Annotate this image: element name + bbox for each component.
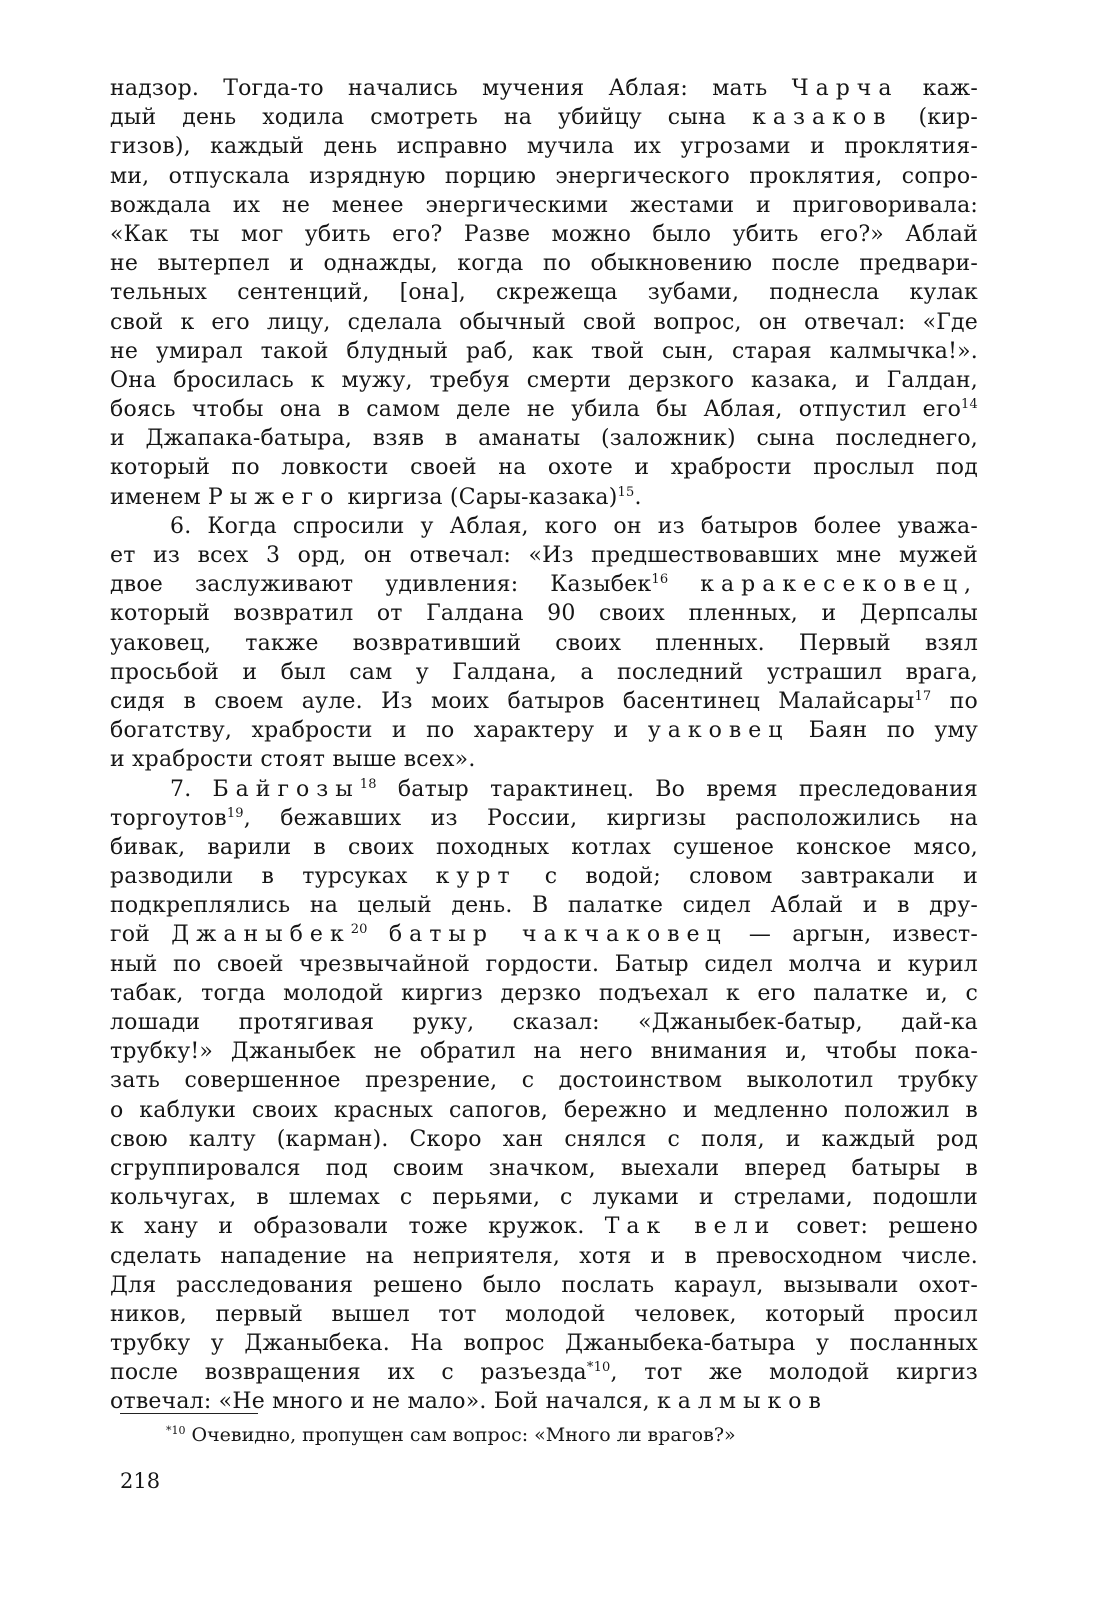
footnote-ref: 15	[617, 484, 635, 500]
text-run: лошади протягивая руку, сказал: «Джаныбек-батыр, дай-ка	[110, 1010, 978, 1035]
text-run: .	[634, 484, 642, 510]
text-line	[110, 424, 978, 453]
text-line	[110, 833, 978, 862]
text-run: просьбой и был сам у Галдана, а последний устрашил врага,	[110, 659, 978, 685]
text-line	[110, 862, 978, 891]
text-run: Она бросилась к мужу, требуя смерти дерзкого казака, и Галдан,	[110, 367, 978, 393]
text-run: батыр тарактинец. Во время преследования	[376, 776, 978, 802]
text-line	[110, 220, 978, 249]
text-run: отвечал: «Не много и не мало». Бой начался,	[110, 1389, 658, 1415]
text-run: , бежавших из России, киргизы расположились на	[243, 805, 978, 831]
text-run: бивак, варили в своих походных котлах сушеное конское мясо,	[110, 834, 978, 860]
body-text	[110, 74, 978, 1417]
text-run: не умирал такой блудный раб, как твой сын, старая калмычка!».	[110, 338, 978, 364]
text-run: тельных сентенций, [она], скрежеща зубами, поднесла кулак	[110, 280, 978, 306]
page-number: 218	[120, 1469, 161, 1493]
text-run: (кир-	[892, 105, 978, 131]
text-line	[110, 366, 978, 395]
footnote-ref: 18	[359, 776, 377, 792]
footnote-rule	[120, 1413, 258, 1414]
footnote-ref: 14	[961, 397, 978, 413]
spaced-emphasis: Джаныбек	[171, 922, 351, 948]
text-run: свою калту (карман). Скоро хан снялся с поля, и каждый род	[110, 1126, 978, 1152]
text-run: Баян по уму	[789, 718, 978, 744]
text-line	[110, 453, 978, 482]
footnote-ref: 16	[651, 572, 669, 588]
text-line	[110, 629, 978, 658]
text-line	[110, 1358, 978, 1387]
text-line	[110, 1329, 978, 1358]
text-run: после возвращения их с разъезда	[110, 1360, 587, 1386]
text-line	[110, 162, 978, 191]
text-line	[110, 950, 978, 979]
text-line	[110, 132, 978, 161]
text-line	[110, 1271, 978, 1300]
text-line	[110, 103, 978, 132]
text-line	[110, 687, 978, 716]
text-run: уаковец, также возвративший своих пленных. Первый взял	[110, 630, 978, 656]
text-run: дый день ходила смотреть на убийцу сына	[110, 105, 753, 131]
text-line	[110, 278, 978, 307]
spaced-emphasis: казаков	[752, 105, 893, 131]
text-run: торгоутов	[110, 805, 227, 831]
text-line	[110, 1154, 978, 1183]
text-run: именем	[110, 484, 208, 510]
text-line	[110, 1212, 978, 1241]
text-line	[110, 745, 978, 774]
text-run: 7.	[170, 776, 213, 802]
spaced-emphasis: Чарча	[791, 76, 899, 101]
text-line	[110, 570, 978, 599]
text-line	[110, 512, 978, 541]
text-line	[110, 1183, 978, 1212]
text-run: о каблуки своих красных сапогов, бережно и медленно положил в	[110, 1097, 978, 1123]
text-run: надзор. Тогда-то начались мучения Аблая: мать	[110, 76, 792, 101]
text-run: ный по своей чрезвычайной гордости. Батыр сидел молча и курил	[110, 951, 978, 977]
text-line	[110, 716, 978, 745]
text-run: Для расследования решено было послать караул, вызывали охот-	[110, 1272, 978, 1298]
text-line	[110, 920, 978, 949]
text-run: — аргын, извест-	[727, 922, 978, 948]
text-line	[110, 1008, 978, 1037]
text-run: который по ловкости своей на охоте и храбрости прослыл под	[110, 455, 978, 481]
text-run: трубку!» Джаныбек не обратил на него внимания и, чтобы пока-	[110, 1039, 978, 1065]
text-line	[110, 337, 978, 366]
footnote-ref: *10	[586, 1360, 611, 1376]
text-line	[110, 1242, 978, 1271]
text-run	[368, 922, 389, 947]
text-run: сделать нападение на неприятеля, хотя и в превосходном числе.	[110, 1243, 978, 1269]
text-line	[110, 74, 978, 103]
spaced-emphasis: калмыков	[657, 1389, 828, 1415]
text-line	[110, 483, 978, 512]
spaced-emphasis: уаковец	[647, 718, 790, 744]
text-line	[110, 541, 978, 570]
text-run: «Как ты мог убить его? Разве можно было убить его?» Аблай	[110, 221, 978, 247]
text-line	[110, 191, 978, 220]
text-run: с водой; словом завтракали и	[516, 864, 978, 890]
text-run: и Джапака-батыра, взяв в аманаты (заложник) сына последнего,	[110, 426, 978, 452]
text-line	[110, 979, 978, 1008]
text-run: зать совершенное презрение, с достоинством выколотил трубку	[110, 1068, 978, 1094]
footnote	[166, 1424, 736, 1446]
text-run: по	[931, 688, 978, 714]
spaced-emphasis: Так вели	[604, 1214, 777, 1240]
text-line	[110, 308, 978, 337]
text-line	[110, 804, 978, 833]
text-run: , тот же молодой киргиз	[610, 1360, 978, 1386]
text-run: боясь чтобы она в самом деле не убила бы Аблая, отпустил его	[110, 397, 962, 423]
text-run: 6. Когда спросили у Аблая, кого он из батыров более уважа-	[170, 513, 978, 539]
text-run: ет из всех 3 орд, он отвечал: «Из предшествовавших мне мужей	[110, 543, 978, 568]
text-run: сидя в своем ауле. Из моих батыров басентинец Малайсары	[110, 688, 915, 714]
footnote-ref: 20	[350, 922, 368, 938]
spaced-emphasis: Рыжего	[207, 484, 341, 510]
text-run: киргиза (Сары-казака)	[340, 484, 618, 510]
text-run: богатству, храбрости и по характеру и	[110, 718, 648, 744]
text-line	[110, 249, 978, 278]
text-run: и храбрости стоят выше всех».	[110, 747, 476, 773]
text-line	[110, 1300, 978, 1329]
text-run: гой	[110, 922, 172, 948]
text-run: не вытерпел и однажды, когда по обыкновению после предвари-	[110, 251, 978, 277]
text-line	[110, 658, 978, 687]
spaced-emphasis: каракесековец,	[700, 572, 978, 598]
text-run: трубку у Джаныбека. На вопрос Джаныбека-батыра у посланных	[110, 1331, 978, 1357]
text-line	[110, 599, 978, 628]
text-run: кольчугах, в шлемах с перьями, с луками и стрелами, подошли	[110, 1185, 978, 1211]
text-run: совет: решено	[776, 1214, 978, 1240]
text-line	[110, 1096, 978, 1125]
text-run: ников, первый вышел тот молодой человек, который просил	[110, 1301, 978, 1327]
text-run: сгруппировался под своим значком, выехали вперед батыры в	[110, 1155, 978, 1181]
spaced-emphasis: батыр чакчаковец	[388, 922, 728, 948]
text-run: каж-	[898, 76, 978, 101]
footnote-text: Очевидно, пропущен сам вопрос: «Много ли врагов?»	[185, 1424, 736, 1446]
text-line	[110, 1125, 978, 1154]
text-line	[110, 891, 978, 920]
text-run: подкреплялись на целый день. В палатке сидел Аблай и в дру-	[110, 893, 978, 919]
spaced-emphasis: курт	[435, 864, 517, 890]
text-run: к хану и образовали тоже кружок.	[110, 1214, 605, 1240]
footnote-mark: *10	[166, 1424, 186, 1437]
text-run: гизов), каждый день исправно мучила их угрозами и проклятия-	[110, 134, 978, 160]
text-run: ми, отпускала изрядную порцию энергического проклятия, сопро-	[110, 163, 978, 189]
text-line	[110, 775, 978, 804]
text-run	[668, 572, 700, 597]
footnote-ref: 17	[914, 688, 932, 704]
text-run: табак, тогда молодой киргиз дерзко подъехал к его палатке и, с	[110, 980, 978, 1006]
footnote-ref: 19	[226, 805, 244, 821]
text-run: свой к его лицу, сделала обычный свой вопрос, он отвечал: «Где	[110, 309, 978, 335]
text-line	[110, 1066, 978, 1095]
spaced-emphasis: Байгозы	[212, 776, 360, 802]
text-run: двое заслуживают удивления: Казыбек	[110, 572, 652, 598]
text-run: разводили в турсуках	[110, 864, 436, 890]
text-line	[110, 395, 978, 424]
text-line	[110, 1037, 978, 1066]
text-run: вождала их не менее энергическими жестами и приговоривала:	[110, 192, 978, 218]
text-run: который возвратил от Галдана 90 своих пленных, и Дерпсалы	[110, 601, 978, 627]
